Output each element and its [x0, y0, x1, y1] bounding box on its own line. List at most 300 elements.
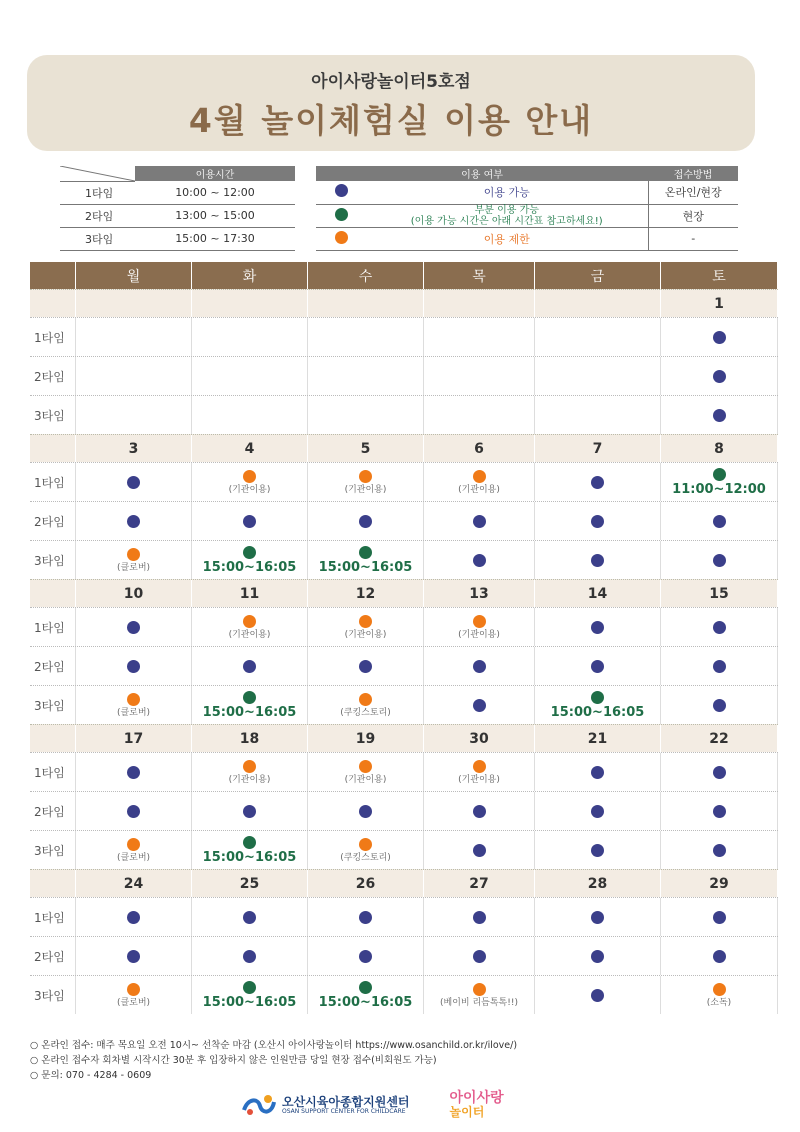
slot-cell — [424, 357, 535, 395]
slot-row — [30, 607, 778, 646]
slot-label: 3타임 — [30, 831, 76, 869]
date-cell: 12 — [308, 580, 424, 607]
legend-corner — [60, 166, 135, 181]
slot-cell — [76, 647, 192, 685]
legend-partial-cell — [366, 204, 648, 227]
date-cell: 28 — [535, 870, 661, 897]
playground-logo-bottom: 놀이터 — [449, 1105, 485, 1119]
legend-dot-cell — [316, 181, 366, 204]
date-cell: 5 — [308, 435, 424, 462]
available-dot-icon — [591, 950, 604, 963]
available-dot-icon — [473, 950, 486, 963]
playground-logo — [450, 1091, 504, 1119]
slot-cell — [192, 396, 308, 434]
partial-dot-icon — [243, 981, 256, 994]
slot-time: 15:00~16:05 — [202, 704, 297, 720]
slot-cell — [535, 502, 661, 540]
slot-cell — [308, 976, 424, 1014]
legend-available-label: 이용 가능 — [366, 181, 648, 204]
slot-cell — [192, 976, 308, 1014]
available-dot-icon — [127, 476, 140, 489]
status-legend-header: 이용 여부 — [316, 166, 648, 181]
slot-cell — [308, 357, 424, 395]
slot-cell — [661, 937, 778, 975]
date-cell — [535, 290, 661, 317]
slot-cell — [192, 686, 308, 724]
slot-cell — [424, 502, 535, 540]
slot-label: 1타임 — [30, 608, 76, 646]
slot-cell — [192, 898, 308, 936]
partial-dot-icon — [243, 546, 256, 559]
slot-cell — [661, 463, 778, 501]
date-cell: 18 — [192, 725, 308, 752]
slot-cell — [424, 647, 535, 685]
legend-partial-note: (이용 가능 시간은 아래 시간표 참고하세요!) — [410, 215, 603, 227]
available-dot-icon — [591, 911, 604, 924]
slot-row — [30, 685, 778, 724]
available-dot-icon — [243, 950, 256, 963]
date-cell — [76, 290, 192, 317]
limited-dot-icon — [243, 760, 256, 773]
available-dot-icon — [713, 844, 726, 857]
slot-cell — [76, 937, 192, 975]
limited-dot-icon — [473, 470, 486, 483]
footer-note: ○ 문의: 070 - 4284 - 0609 — [30, 1070, 152, 1081]
time-legend-label: 3타임 — [60, 227, 135, 250]
limited-dot-icon — [473, 983, 486, 996]
date-cell: 4 — [192, 435, 308, 462]
center-name: 아이사랑놀이터5호점 — [311, 72, 471, 92]
available-dot-icon — [359, 515, 372, 528]
available-dot-icon — [713, 766, 726, 779]
limited-dot-icon — [713, 983, 726, 996]
available-dot-icon — [591, 844, 604, 857]
slot-cell — [424, 541, 535, 579]
slot-cell — [661, 831, 778, 869]
footer-notes — [30, 1038, 517, 1083]
date-cell: 30 — [424, 725, 535, 752]
time-legend-label: 2타임 — [60, 204, 135, 227]
slot-label: 1타임 — [30, 318, 76, 356]
slot-cell — [661, 502, 778, 540]
date-cell: 14 — [535, 580, 661, 607]
slot-note: (클로버) — [116, 707, 151, 718]
slot-note: (베이비 리듬톡톡!!) — [440, 997, 518, 1008]
slot-cell — [424, 898, 535, 936]
slot-cell — [535, 831, 661, 869]
slot-cell — [192, 541, 308, 579]
slot-label: 2타임 — [30, 357, 76, 395]
slot-cell — [76, 608, 192, 646]
slot-row — [30, 395, 778, 434]
slot-cell — [76, 396, 192, 434]
slot-cell — [424, 753, 535, 791]
weekday-mon: 월 — [76, 262, 192, 289]
footer-note: ○ 온라인 접수자 회차별 시작시간 30분 후 입장하지 않은 인원만큼 당일 현장 접수(비회원도 가능) — [30, 1055, 437, 1066]
slot-cell — [661, 647, 778, 685]
date-cell: 19 — [308, 725, 424, 752]
date-cell: 21 — [535, 725, 661, 752]
slot-row — [30, 501, 778, 540]
date-cell: 27 — [424, 870, 535, 897]
slot-cell — [661, 898, 778, 936]
slot-cell — [535, 792, 661, 830]
slot-cell — [76, 318, 192, 356]
slot-note: (기관이용) — [458, 484, 500, 495]
available-dot-icon — [713, 370, 726, 383]
available-dot-icon — [473, 660, 486, 673]
slot-cell — [661, 792, 778, 830]
slot-label: 1타임 — [30, 463, 76, 501]
date-cell: 24 — [76, 870, 192, 897]
available-dot-icon — [127, 660, 140, 673]
available-dot-icon — [591, 660, 604, 673]
slot-row — [30, 540, 778, 579]
available-dot-icon — [591, 621, 604, 634]
slot-cell — [424, 792, 535, 830]
slot-cell — [661, 396, 778, 434]
available-dot-icon — [591, 989, 604, 1002]
date-cell: 15 — [661, 580, 778, 607]
slot-cell — [76, 792, 192, 830]
slot-cell — [661, 753, 778, 791]
slot-cell — [535, 608, 661, 646]
slot-cell — [424, 686, 535, 724]
slot-cell — [192, 608, 308, 646]
slot-label: 3타임 — [30, 396, 76, 434]
slot-cell — [76, 976, 192, 1014]
date-row-blank — [30, 435, 76, 462]
date-cell — [308, 290, 424, 317]
partial-dot-icon — [243, 691, 256, 704]
slot-cell — [308, 647, 424, 685]
slot-label: 1타임 — [30, 898, 76, 936]
slot-cell — [308, 502, 424, 540]
slot-cell — [424, 318, 535, 356]
slot-cell — [661, 541, 778, 579]
support-center-logo-icon — [240, 1092, 278, 1118]
available-dot-icon — [713, 660, 726, 673]
partial-dot-icon — [243, 836, 256, 849]
slot-cell — [661, 357, 778, 395]
legend-method-onsite: 현장 — [648, 204, 738, 227]
slot-cell — [308, 463, 424, 501]
slot-cell — [535, 647, 661, 685]
available-dot-icon — [713, 554, 726, 567]
date-row — [30, 289, 778, 317]
available-dot-icon — [243, 911, 256, 924]
date-cell: 3 — [76, 435, 192, 462]
slot-label: 2타임 — [30, 647, 76, 685]
slot-time: 15:00~16:05 — [202, 559, 297, 575]
available-dot-icon — [713, 621, 726, 634]
available-dot-icon — [713, 515, 726, 528]
available-dot-icon — [473, 699, 486, 712]
slot-cell — [76, 541, 192, 579]
slot-cell — [308, 541, 424, 579]
slot-cell — [535, 686, 661, 724]
slot-label: 2타임 — [30, 792, 76, 830]
available-dot-icon — [713, 805, 726, 818]
support-center-name: 오산시육아종합지원센터 — [282, 1094, 410, 1109]
slot-note: (기관이용) — [344, 774, 387, 785]
date-cell: 6 — [424, 435, 535, 462]
slot-note: (기관이용) — [458, 629, 500, 640]
slot-time: 15:00~16:05 — [550, 704, 645, 720]
slot-note: (소독) — [706, 997, 732, 1008]
date-cell — [424, 290, 535, 317]
date-cell — [192, 290, 308, 317]
slot-cell — [308, 753, 424, 791]
slot-row — [30, 752, 778, 791]
available-dot-icon — [591, 476, 604, 489]
slot-note: (기관이용) — [458, 774, 500, 785]
available-dot-icon — [713, 950, 726, 963]
date-cell: 7 — [535, 435, 661, 462]
slot-cell — [424, 937, 535, 975]
slot-note: (기관이용) — [344, 629, 387, 640]
limited-dot-icon — [359, 693, 372, 706]
available-dot-icon — [713, 409, 726, 422]
available-dot-icon — [359, 950, 372, 963]
available-dot-icon — [713, 331, 726, 344]
slot-cell — [535, 753, 661, 791]
available-dot-icon — [473, 911, 486, 924]
date-cell: 13 — [424, 580, 535, 607]
slot-row — [30, 897, 778, 936]
available-dot-icon — [243, 805, 256, 818]
slot-cell — [192, 753, 308, 791]
weekday-tue: 화 — [192, 262, 308, 289]
date-cell: 11 — [192, 580, 308, 607]
available-dot-icon — [473, 805, 486, 818]
date-cell: 1 — [661, 290, 778, 317]
legend-method-none: - — [648, 227, 738, 250]
slot-cell — [308, 898, 424, 936]
limited-dot-icon — [473, 760, 486, 773]
available-dot-icon — [127, 950, 140, 963]
available-dot-icon — [359, 805, 372, 818]
weekday-header-blank — [30, 262, 76, 289]
slot-row — [30, 936, 778, 975]
date-row — [30, 869, 778, 897]
time-legend-label: 1타임 — [60, 181, 135, 204]
partial-dot-icon — [359, 546, 372, 559]
slot-label: 2타임 — [30, 502, 76, 540]
playground-logo-top: 아이사랑 — [449, 1090, 504, 1106]
slot-cell — [76, 463, 192, 501]
slot-cell — [424, 608, 535, 646]
time-legend-value: 10:00 ~ 12:00 — [135, 181, 295, 204]
slot-cell — [661, 318, 778, 356]
slot-label: 3타임 — [30, 976, 76, 1014]
title-banner — [27, 55, 755, 151]
footer-note: ○ 온라인 접수: 매주 목요일 오전 10시~ 선착순 마감 (오산시 아이사랑놀이터 https://www.osanchild.or.kr/ilove/) — [30, 1040, 518, 1051]
slot-note: (클로버) — [116, 562, 151, 573]
slot-cell — [535, 357, 661, 395]
time-legend-value: 13:00 ~ 15:00 — [135, 204, 295, 227]
time-legend-header: 이용시간 — [135, 166, 295, 181]
slot-cell — [661, 976, 778, 1014]
legend-method-online: 온라인/현장 — [648, 181, 738, 204]
limited-dot-icon — [359, 760, 372, 773]
slot-cell — [308, 396, 424, 434]
slot-cell — [192, 502, 308, 540]
slot-cell — [308, 318, 424, 356]
slot-cell — [192, 937, 308, 975]
support-center-name-en: OSAN SUPPORT CENTER FOR CHILDCARE — [282, 1107, 406, 1115]
slot-cell — [535, 541, 661, 579]
slot-time: 15:00~16:05 — [318, 994, 413, 1010]
available-dot-icon — [359, 911, 372, 924]
slot-cell — [308, 831, 424, 869]
limited-dot-icon — [127, 693, 140, 706]
slot-cell — [76, 686, 192, 724]
weekday-header — [30, 262, 778, 289]
slot-label: 2타임 — [30, 937, 76, 975]
weekday-sat: 토 — [661, 262, 778, 289]
limited-dot-icon — [127, 983, 140, 996]
available-dot-icon — [359, 660, 372, 673]
partial-dot-icon — [359, 981, 372, 994]
limited-dot-icon — [243, 470, 256, 483]
partial-dot-icon — [713, 468, 726, 481]
slot-cell — [76, 831, 192, 869]
slot-note: (기관이용) — [228, 484, 271, 495]
available-dot-icon — [473, 554, 486, 567]
available-dot-icon — [713, 699, 726, 712]
limited-dot-icon — [359, 615, 372, 628]
date-row — [30, 724, 778, 752]
partial-dot-icon — [591, 691, 604, 704]
available-dot-icon — [127, 766, 140, 779]
status-legend — [316, 166, 738, 251]
date-row-blank — [30, 290, 76, 317]
date-cell: 8 — [661, 435, 778, 462]
available-dot-icon — [713, 911, 726, 924]
slot-cell — [424, 831, 535, 869]
slot-row — [30, 975, 778, 1014]
slot-row — [30, 356, 778, 395]
limited-dot-icon — [359, 838, 372, 851]
date-cell: 25 — [192, 870, 308, 897]
date-cell: 29 — [661, 870, 778, 897]
available-dot-icon — [591, 805, 604, 818]
slot-label: 1타임 — [30, 753, 76, 791]
slot-cell — [535, 976, 661, 1014]
date-row — [30, 579, 778, 607]
legend-limited-label: 이용 제한 — [366, 227, 648, 250]
slot-cell — [535, 898, 661, 936]
page-title: 4월 놀이체험실 이용 안내 — [188, 101, 594, 140]
method-legend-header: 접수방법 — [648, 166, 738, 181]
slot-note: (클로버) — [116, 997, 151, 1008]
slot-cell — [76, 502, 192, 540]
available-dot-icon — [591, 554, 604, 567]
available-dot-icon — [591, 766, 604, 779]
partial-dot-icon — [335, 208, 348, 221]
slot-cell — [308, 937, 424, 975]
slot-cell — [424, 463, 535, 501]
slot-label: 3타임 — [30, 686, 76, 724]
footer-logos — [240, 1088, 570, 1122]
slot-cell — [535, 937, 661, 975]
limited-dot-icon — [473, 615, 486, 628]
available-dot-icon — [473, 844, 486, 857]
time-legend — [60, 166, 295, 251]
slot-row — [30, 830, 778, 869]
time-legend-value: 15:00 ~ 17:30 — [135, 227, 295, 250]
slot-note: (기관이용) — [344, 484, 387, 495]
slot-cell — [661, 608, 778, 646]
slot-cell — [308, 792, 424, 830]
date-row-blank — [30, 580, 76, 607]
slot-cell — [308, 608, 424, 646]
slot-note: (쿠킹스토리) — [340, 852, 391, 863]
slot-note: (클로버) — [116, 852, 151, 863]
limited-dot-icon — [127, 548, 140, 561]
slot-cell — [192, 647, 308, 685]
slot-cell — [76, 898, 192, 936]
slot-note: (쿠킹스토리) — [340, 707, 391, 718]
slot-row — [30, 646, 778, 685]
available-dot-icon — [243, 660, 256, 673]
slot-cell — [661, 686, 778, 724]
slot-time: 15:00~16:05 — [202, 994, 297, 1010]
slot-label: 3타임 — [30, 541, 76, 579]
slot-cell — [76, 357, 192, 395]
schedule-calendar — [30, 262, 778, 1014]
slot-cell — [424, 976, 535, 1014]
legend-dot-cell — [316, 227, 366, 250]
slot-row — [30, 317, 778, 356]
available-dot-icon — [243, 515, 256, 528]
date-row — [30, 434, 778, 462]
available-dot-icon — [127, 515, 140, 528]
available-dot-icon — [127, 621, 140, 634]
support-center-logo — [240, 1092, 410, 1118]
available-dot-icon — [473, 515, 486, 528]
slot-cell — [192, 831, 308, 869]
slot-cell — [76, 753, 192, 791]
limited-dot-icon — [335, 231, 348, 244]
weekday-wed: 수 — [308, 262, 424, 289]
slot-note: (기관이용) — [228, 774, 271, 785]
slot-note: (기관이용) — [228, 629, 271, 640]
date-cell: 26 — [308, 870, 424, 897]
legend-partial-label: 부분 이용 가능 — [474, 204, 539, 216]
slot-cell — [192, 357, 308, 395]
slot-cell — [308, 686, 424, 724]
limited-dot-icon — [127, 838, 140, 851]
limited-dot-icon — [359, 470, 372, 483]
slot-time: 15:00~16:05 — [318, 559, 413, 575]
limited-dot-icon — [243, 615, 256, 628]
weekday-fri: 금 — [535, 262, 661, 289]
date-row-blank — [30, 870, 76, 897]
date-cell: 22 — [661, 725, 778, 752]
slot-cell — [192, 463, 308, 501]
date-cell: 10 — [76, 580, 192, 607]
weekday-thu: 목 — [424, 262, 535, 289]
slot-cell — [424, 396, 535, 434]
available-dot-icon — [127, 805, 140, 818]
slot-cell — [192, 792, 308, 830]
slot-row — [30, 791, 778, 830]
date-cell: 17 — [76, 725, 192, 752]
available-dot-icon — [591, 515, 604, 528]
slot-time: 11:00~12:00 — [672, 481, 766, 497]
